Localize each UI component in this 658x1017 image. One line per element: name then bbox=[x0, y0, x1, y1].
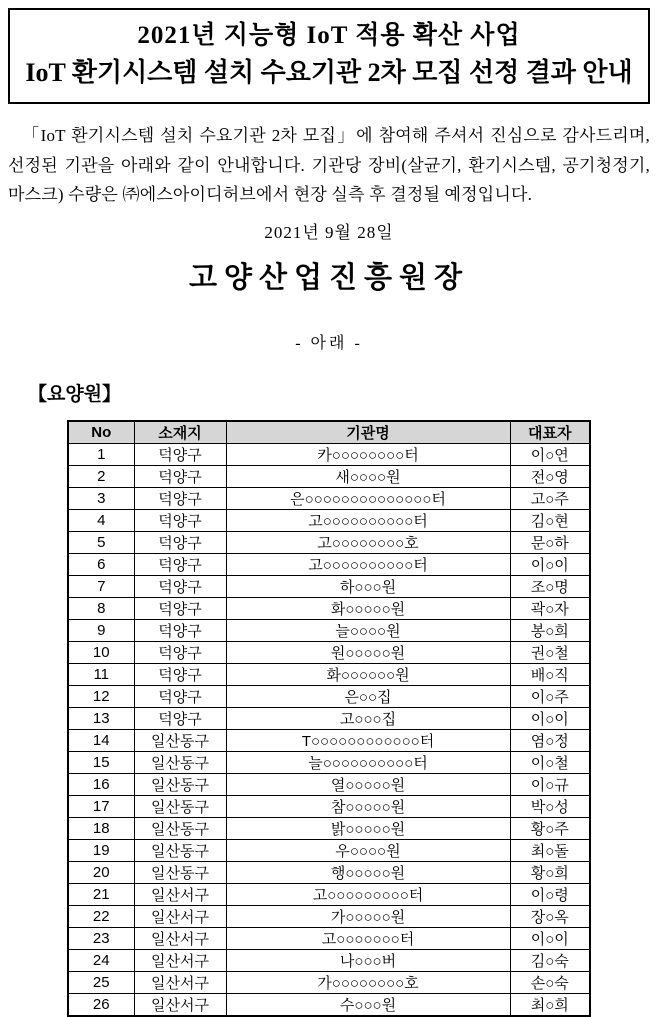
table-cell-rep: 황○주 bbox=[510, 818, 590, 840]
announcement-date: 2021년 9월 28일 bbox=[264, 223, 394, 243]
document-title-line2: IoT 환기시스템 설치 수요기관 2차 모집 선정 결과 안내 bbox=[25, 58, 633, 88]
table-cell-no: 10 bbox=[68, 642, 134, 664]
table-cell-district: 덕양구 bbox=[134, 620, 226, 642]
table-cell-district: 덕양구 bbox=[134, 598, 226, 620]
table-cell-no: 4 bbox=[68, 510, 134, 532]
table-cell-org: 참○○○○○원 bbox=[226, 796, 510, 818]
table-row bbox=[68, 466, 590, 488]
table-cell-rep: 이○이 bbox=[510, 928, 590, 950]
table-row bbox=[68, 488, 590, 510]
table-cell-district: 일산동구 bbox=[134, 774, 226, 796]
table-cell-org: 밝○○○○○원 bbox=[226, 818, 510, 840]
table-cell-district: 일산동구 bbox=[134, 796, 226, 818]
title-box bbox=[8, 8, 650, 104]
table-cell-no: 8 bbox=[68, 598, 134, 620]
table-cell-district: 일산서구 bbox=[134, 972, 226, 994]
table-cell-no: 16 bbox=[68, 774, 134, 796]
table-cell-no: 3 bbox=[68, 488, 134, 510]
table-cell-district: 일산동구 bbox=[134, 730, 226, 752]
intro-paragraph: 「IoT 환기시스템 설치 수요기관 2차 모집」에 참여해 주셔서 진심으로 감사드리며, 선정된 기관을 아래와 같이 안내합니다. 기관당 장비(살균기, 환기시스템, 공기청정기, 마스크) 수량은 ㈜에스아이디허브에서 현장 실측 후 결정될 예정입니다. bbox=[8, 125, 650, 205]
table-cell-district: 덕양구 bbox=[134, 664, 226, 686]
table-header-cell: 소재지 bbox=[134, 421, 226, 444]
table-header-cell: No bbox=[68, 421, 134, 444]
table-cell-no: 24 bbox=[68, 950, 134, 972]
table-cell-district: 덕양구 bbox=[134, 532, 226, 554]
table-cell-org: 수○○○원 bbox=[226, 994, 510, 1017]
table-body bbox=[68, 444, 590, 1017]
table-cell-district: 일산동구 bbox=[134, 840, 226, 862]
table-row bbox=[68, 950, 590, 972]
table-row bbox=[68, 642, 590, 664]
table-cell-district: 일산서구 bbox=[134, 928, 226, 950]
table-cell-org: 고○○○○○○○○○○터 bbox=[226, 554, 510, 576]
table-cell-district: 덕양구 bbox=[134, 510, 226, 532]
table-cell-no: 19 bbox=[68, 840, 134, 862]
table-cell-org: 늘○○○○○○○○○○터 bbox=[226, 752, 510, 774]
table-cell-org: 고○○○○○○○○○○터 bbox=[226, 510, 510, 532]
table-cell-no: 1 bbox=[68, 444, 134, 466]
table-cell-no: 9 bbox=[68, 620, 134, 642]
table-cell-no: 22 bbox=[68, 906, 134, 928]
table-cell-rep: 조○명 bbox=[510, 576, 590, 598]
table-cell-org: 나○○○버 bbox=[226, 950, 510, 972]
table-row bbox=[68, 444, 590, 466]
table-cell-rep: 이○연 bbox=[510, 444, 590, 466]
table-cell-district: 일산서구 bbox=[134, 950, 226, 972]
table-row bbox=[68, 554, 590, 576]
table-row bbox=[68, 840, 590, 862]
table-cell-rep: 장○옥 bbox=[510, 906, 590, 928]
table-header-cell: 대표자 bbox=[510, 421, 590, 444]
table-row bbox=[68, 796, 590, 818]
table-cell-district: 덕양구 bbox=[134, 642, 226, 664]
table-cell-district: 일산동구 bbox=[134, 752, 226, 774]
table-cell-rep: 곽○자 bbox=[510, 598, 590, 620]
table-cell-rep: 이○이 bbox=[510, 708, 590, 730]
table-cell-org: 은○○○○○○○○○○○○○○터 bbox=[226, 488, 510, 510]
table-row bbox=[68, 730, 590, 752]
table-cell-rep: 최○희 bbox=[510, 994, 590, 1017]
table-cell-org: 고○○○○○○○○호 bbox=[226, 532, 510, 554]
table-cell-org: 화○○○○○원 bbox=[226, 598, 510, 620]
table-cell-rep: 배○직 bbox=[510, 664, 590, 686]
table-cell-no: 11 bbox=[68, 664, 134, 686]
table-row bbox=[68, 994, 590, 1017]
table-cell-no: 6 bbox=[68, 554, 134, 576]
table-cell-no: 18 bbox=[68, 818, 134, 840]
table-row bbox=[68, 972, 590, 994]
table-cell-no: 5 bbox=[68, 532, 134, 554]
table-row bbox=[68, 510, 590, 532]
table-cell-org: 화○○○○○○원 bbox=[226, 664, 510, 686]
table-row bbox=[68, 686, 590, 708]
table-cell-org: 가○○○○○○○○호 bbox=[226, 972, 510, 994]
table-row bbox=[68, 532, 590, 554]
table-cell-district: 덕양구 bbox=[134, 554, 226, 576]
table-cell-rep: 이○이 bbox=[510, 554, 590, 576]
table-cell-no: 26 bbox=[68, 994, 134, 1017]
selection-result-table bbox=[67, 420, 591, 1017]
table-cell-org: T○○○○○○○○○○○○터 bbox=[226, 730, 510, 752]
table-cell-org: 새○○○○원 bbox=[226, 466, 510, 488]
table-cell-rep: 이○주 bbox=[510, 686, 590, 708]
table-row bbox=[68, 620, 590, 642]
table-cell-district: 덕양구 bbox=[134, 466, 226, 488]
table-cell-rep: 김○현 bbox=[510, 510, 590, 532]
table-cell-no: 14 bbox=[68, 730, 134, 752]
below-divider: - 아래 - bbox=[295, 335, 363, 353]
table-cell-district: 일산동구 bbox=[134, 862, 226, 884]
table-cell-district: 일산서구 bbox=[134, 906, 226, 928]
table-cell-rep: 손○숙 bbox=[510, 972, 590, 994]
table-cell-rep: 염○정 bbox=[510, 730, 590, 752]
table-cell-rep: 황○희 bbox=[510, 862, 590, 884]
table-row bbox=[68, 708, 590, 730]
table-cell-rep: 이○규 bbox=[510, 774, 590, 796]
table-cell-no: 15 bbox=[68, 752, 134, 774]
table-cell-rep: 박○성 bbox=[510, 796, 590, 818]
table-cell-no: 23 bbox=[68, 928, 134, 950]
table-cell-org: 고○○○○○○○터 bbox=[226, 928, 510, 950]
issuer-signature: 고양산업진흥원장 bbox=[188, 262, 470, 295]
table-cell-org: 열○○○○○원 bbox=[226, 774, 510, 796]
table-cell-no: 2 bbox=[68, 466, 134, 488]
table-cell-rep: 이○철 bbox=[510, 752, 590, 774]
table-cell-rep: 문○하 bbox=[510, 532, 590, 554]
table-row bbox=[68, 664, 590, 686]
table-row bbox=[68, 752, 590, 774]
table-cell-org: 원○○○○○원 bbox=[226, 642, 510, 664]
table-cell-district: 덕양구 bbox=[134, 708, 226, 730]
table-row bbox=[68, 862, 590, 884]
table-cell-district: 일산서구 bbox=[134, 884, 226, 906]
table-cell-org: 카○○○○○○○○터 bbox=[226, 444, 510, 466]
document-title-line1: 2021년 지능형 IoT 적용 확산 사업 bbox=[137, 22, 521, 49]
table-cell-district: 일산동구 bbox=[134, 818, 226, 840]
table-cell-district: 덕양구 bbox=[134, 444, 226, 466]
table-cell-rep: 이○령 bbox=[510, 884, 590, 906]
table-cell-district: 덕양구 bbox=[134, 576, 226, 598]
table-cell-org: 고○○○○○○○○○터 bbox=[226, 884, 510, 906]
table-row bbox=[68, 884, 590, 906]
table-cell-rep: 김○숙 bbox=[510, 950, 590, 972]
table-cell-rep: 고○주 bbox=[510, 488, 590, 510]
table-header-cell: 기관명 bbox=[226, 421, 510, 444]
table-row bbox=[68, 928, 590, 950]
table-cell-rep: 봉○희 bbox=[510, 620, 590, 642]
table-cell-rep: 최○돌 bbox=[510, 840, 590, 862]
table-row bbox=[68, 576, 590, 598]
table-cell-no: 7 bbox=[68, 576, 134, 598]
table-cell-org: 하○○○원 bbox=[226, 576, 510, 598]
table-cell-rep: 전○영 bbox=[510, 466, 590, 488]
table-cell-no: 13 bbox=[68, 708, 134, 730]
table-cell-no: 21 bbox=[68, 884, 134, 906]
table-cell-org: 우○○○○원 bbox=[226, 840, 510, 862]
table-cell-district: 덕양구 bbox=[134, 488, 226, 510]
table-cell-org: 은○○집 bbox=[226, 686, 510, 708]
table-cell-org: 가○○○○○원 bbox=[226, 906, 510, 928]
table-row bbox=[68, 774, 590, 796]
table-cell-rep: 권○철 bbox=[510, 642, 590, 664]
table-cell-no: 20 bbox=[68, 862, 134, 884]
table-cell-no: 17 bbox=[68, 796, 134, 818]
table-cell-org: 행○○○○○원 bbox=[226, 862, 510, 884]
table-cell-org: 늘○○○○원 bbox=[226, 620, 510, 642]
table-cell-district: 덕양구 bbox=[134, 686, 226, 708]
table-header-row bbox=[68, 421, 590, 444]
table-row bbox=[68, 906, 590, 928]
table-cell-org: 고○○○집 bbox=[226, 708, 510, 730]
table-row bbox=[68, 598, 590, 620]
section-label-nursing-home: 【요양원】 bbox=[28, 384, 122, 406]
table-cell-district: 일산서구 bbox=[134, 994, 226, 1017]
table-row bbox=[68, 818, 590, 840]
table-cell-no: 12 bbox=[68, 686, 134, 708]
table-cell-no: 25 bbox=[68, 972, 134, 994]
